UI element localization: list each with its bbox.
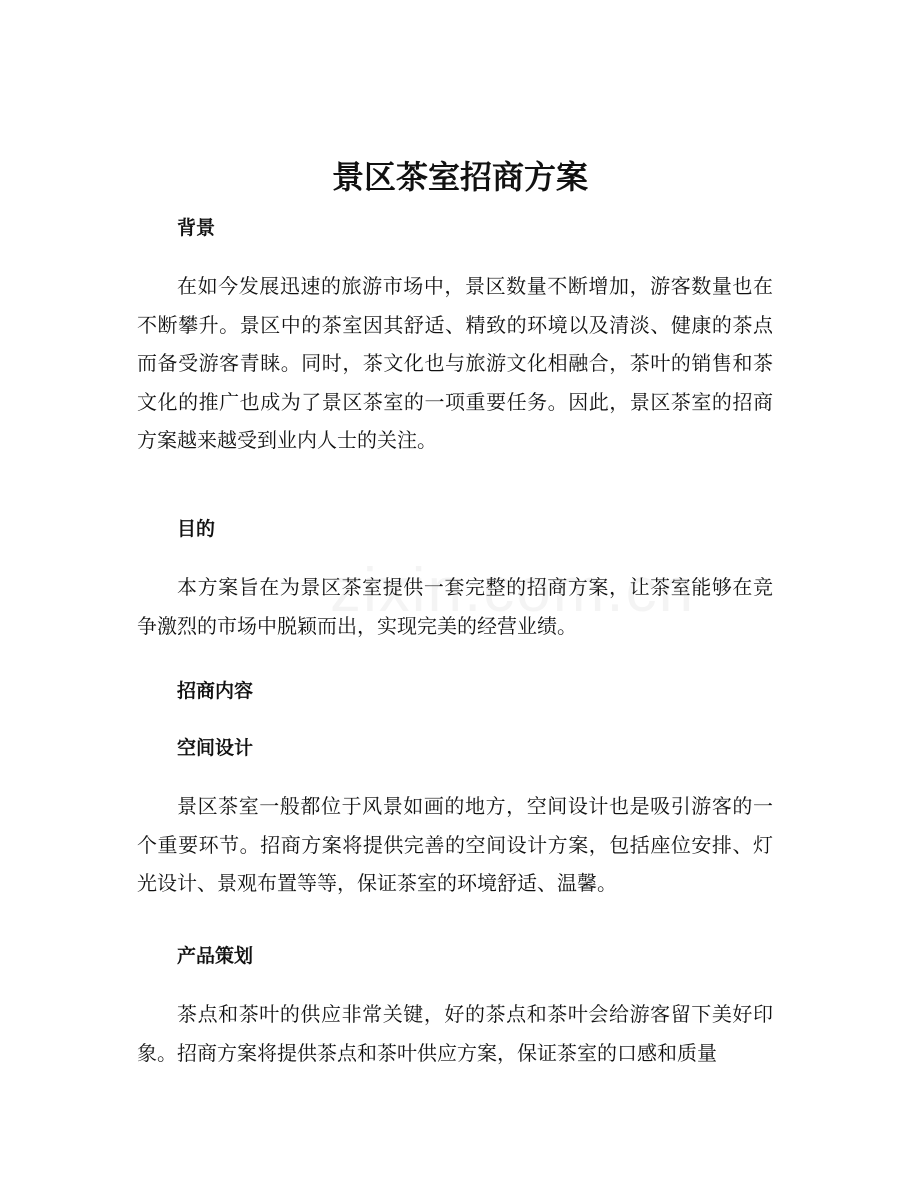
document-title: 景区茶室招商方案 xyxy=(331,158,588,196)
paragraph-space xyxy=(137,787,773,903)
section-heading-space: 空间设计 xyxy=(177,737,254,759)
paragraph-purpose xyxy=(137,568,773,645)
paragraph-purpose-text: 本方案旨在为景区茶室提供一套完整的招商方案，让茶室能够在竞争激烈的市场中脱颖而出，实现完美的经营业绩。 xyxy=(137,575,773,638)
section-heading-content: 招商内容 xyxy=(177,680,254,702)
paragraph-background-text: 在如今发展迅速的旅游市场中，景区数量不断增加，游客数量也在不断攀升。景区中的茶室因其舒适、精致的环境以及清淡、健康的茶点而备受游客青睐。同时，茶文化也与旅游文化相融合，茶叶的销售和茶文化的推广也成为了景区茶室的一项重要任务。因此，景区茶室的招商方案越来越受到业内人士的关注。 xyxy=(137,274,773,452)
paragraph-product-text: 茶点和茶叶的供应非常关键，好的茶点和茶叶会给游客留下美好印象。招商方案将提供茶点和茶叶供应方案，保证茶室的口感和质量 xyxy=(137,1002,773,1065)
paragraph-background xyxy=(137,267,773,460)
section-heading-purpose: 目的 xyxy=(177,518,216,540)
paragraph-product xyxy=(137,995,773,1072)
paragraph-space-text: 景区茶室一般都位于风景如画的地方，空间设计也是吸引游客的一个重要环节。招商方案将提供完善的空间设计方案，包括座位安排、灯光设计、景观布置等等，保证茶室的环境舒适、温馨。 xyxy=(137,794,773,895)
section-heading-background: 背景 xyxy=(177,217,216,239)
section-heading-product: 产品策划 xyxy=(177,945,254,967)
